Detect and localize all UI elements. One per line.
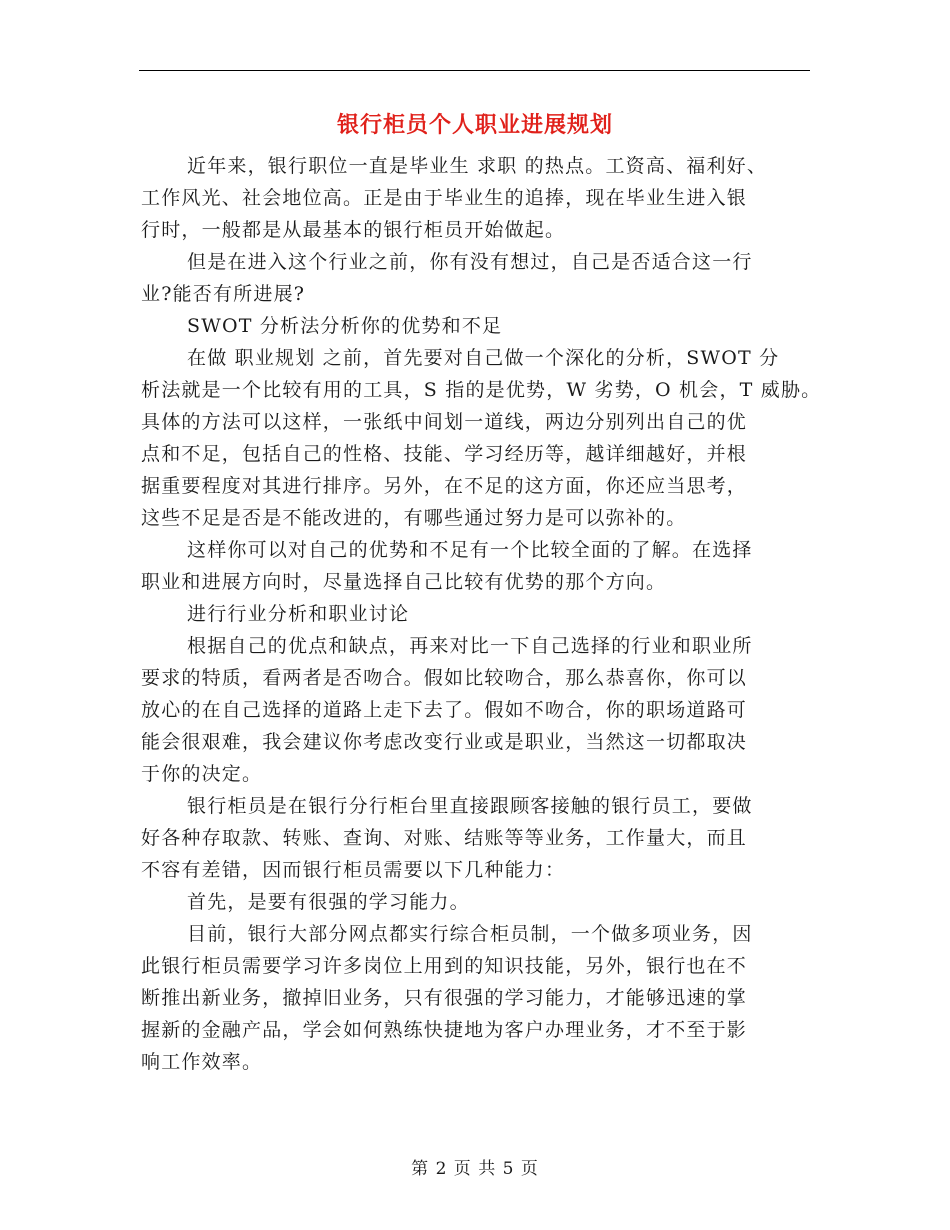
- text-line: 具体的方法可以这样，一张纸中间划一道线，两边分别列出自己的优: [141, 411, 748, 433]
- text-line: 但是在进入这个行业之前，你有没有想过，自己是否适合这一行: [187, 251, 753, 273]
- text-line: 于你的决定。: [141, 763, 263, 785]
- text-line: 要求的特质，看两者是否吻合。假如比较吻合，那么恭喜你，你可以: [141, 667, 748, 689]
- section-heading: 进行行业分析和职业讨论: [187, 603, 410, 625]
- text-line: 职业和进展方向时，尽量选择自己比较有优势的那个方向。: [141, 571, 667, 593]
- text-line: 工作风光、社会地位高。正是由于毕业生的追捧，现在毕业生进入银: [141, 187, 748, 209]
- text-line: 好各种存取款、转账、查询、对账、结账等等业务，工作量大，而且: [141, 827, 748, 849]
- section-heading: SWOT 分析法分析你的优势和不足: [187, 315, 503, 337]
- text-line: 根据自己的优点和缺点，再来对比一下自己选择的行业和职业所: [187, 635, 753, 657]
- text-line: 能会很艰难，我会建议你考虑改变行业或是职业，当然这一切都取决: [141, 731, 748, 753]
- text-line: 握新的金融产品，学会如何熟练快捷地为客户办理业务，才不至于影: [141, 1019, 748, 1041]
- text-line: 这些不足是否是不能改进的，有哪些通过努力是可以弥补的。: [141, 507, 687, 529]
- text-line: 断推出新业务，撤掉旧业务，只有很强的学习能力，才能够迅速的掌: [141, 987, 748, 1009]
- text-line: 行时，一般都是从最基本的银行柜员开始做起。: [141, 219, 566, 241]
- text-line: 这样你可以对自己的优势和不足有一个比较全面的了解。在选择: [187, 539, 753, 561]
- page-number: 第 2 页 共 5 页: [411, 1159, 539, 1179]
- header-rule: [139, 70, 810, 71]
- text-line: 业?能否有所进展?: [141, 283, 306, 305]
- text-line: 此银行柜员需要学习许多岗位上用到的知识技能，另外，银行也在不: [141, 955, 748, 977]
- text-line: 近年来，银行职位一直是毕业生 求职 的热点。工资高、福利好、: [187, 155, 768, 177]
- text-line: 据重要程度对其进行排序。另外，在不足的这方面，你还应当思考，: [141, 475, 748, 497]
- text-line: 银行柜员是在银行分行柜台里直接跟顾客接触的银行员工，要做: [187, 795, 753, 817]
- text-line: 在做 职业规划 之前，首先要对自己做一个深化的分析，SWOT 分: [187, 347, 780, 369]
- text-line: 放心的在自己选择的道路上走下去了。假如不吻合，你的职场道路可: [141, 699, 748, 721]
- document-title: 银行柜员个人职业进展规划: [336, 112, 613, 138]
- text-line: 响工作效率。: [141, 1051, 263, 1073]
- text-line: 不容有差错，因而银行柜员需要以下几种能力：: [141, 859, 566, 881]
- text-line: 首先，是要有很强的学习能力。: [187, 891, 470, 913]
- text-line: 析法就是一个比较有用的工具，S 指的是优势，W 劣势，O 机会，T 威胁。: [141, 379, 822, 401]
- text-line: 点和不足，包括自己的性格、技能、学习经历等，越详细越好，并根: [141, 443, 748, 465]
- text-line: 目前，银行大部分网点都实行综合柜员制，一个做多项业务，因: [187, 923, 753, 945]
